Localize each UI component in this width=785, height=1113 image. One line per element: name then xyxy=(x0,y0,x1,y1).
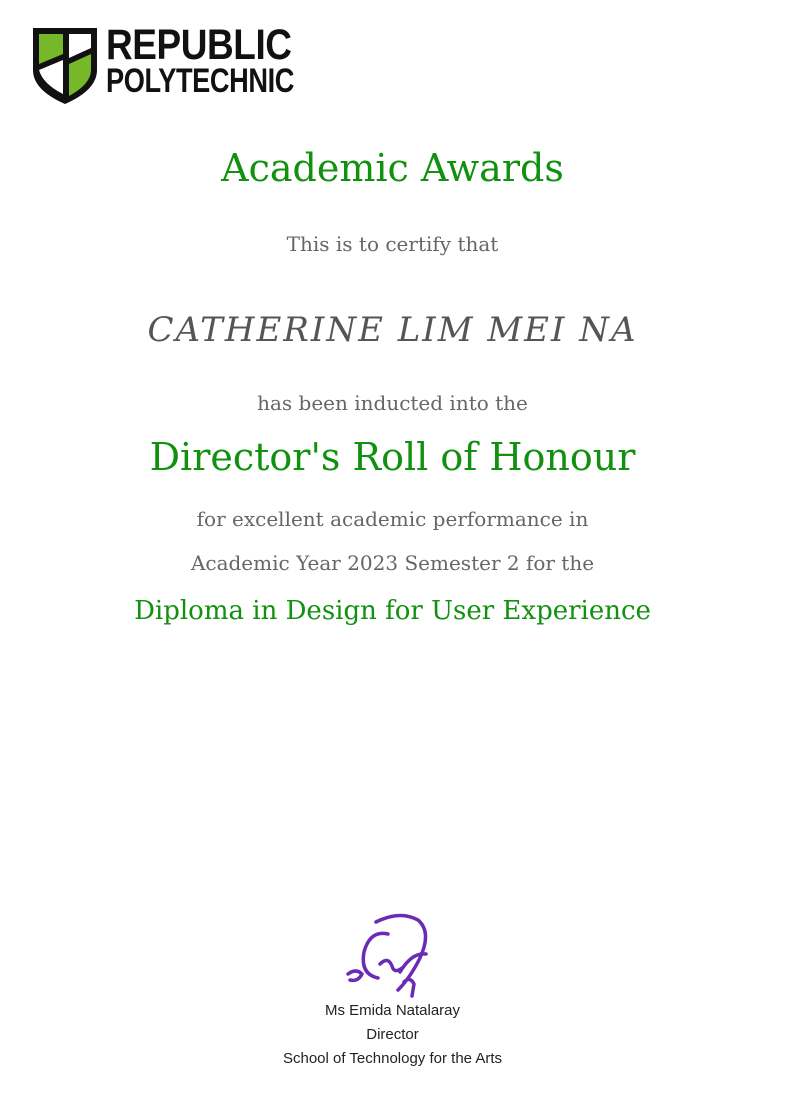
logo-wordmark xyxy=(106,21,341,100)
certify-text: This is to certify that xyxy=(286,232,499,256)
inducted-text: has been inducted into the xyxy=(257,391,528,415)
republic-polytechnic-logo xyxy=(31,21,295,108)
shield-icon xyxy=(31,24,99,106)
diploma-name: Diploma in Design for User Experience xyxy=(134,596,651,626)
award-name: Director's Roll of Honour xyxy=(149,435,636,479)
recipient-name: CATHERINE LIM MEI NA xyxy=(147,310,638,350)
period-text: Academic Year 2023 Semester 2 for the xyxy=(190,551,595,575)
signature-image xyxy=(340,912,440,1002)
logo-line1: REPUBLIC xyxy=(106,21,292,69)
signatory-name: Ms Emida Natalaray xyxy=(324,1002,461,1019)
logo-line2: POLYTECHNIC xyxy=(106,62,295,100)
signatory-role: Director xyxy=(366,1026,419,1043)
reason-text: for excellent academic performance in xyxy=(196,507,589,531)
signatory-school: School of Technology for the Arts xyxy=(282,1050,503,1067)
certificate-title: Academic Awards xyxy=(221,146,564,190)
